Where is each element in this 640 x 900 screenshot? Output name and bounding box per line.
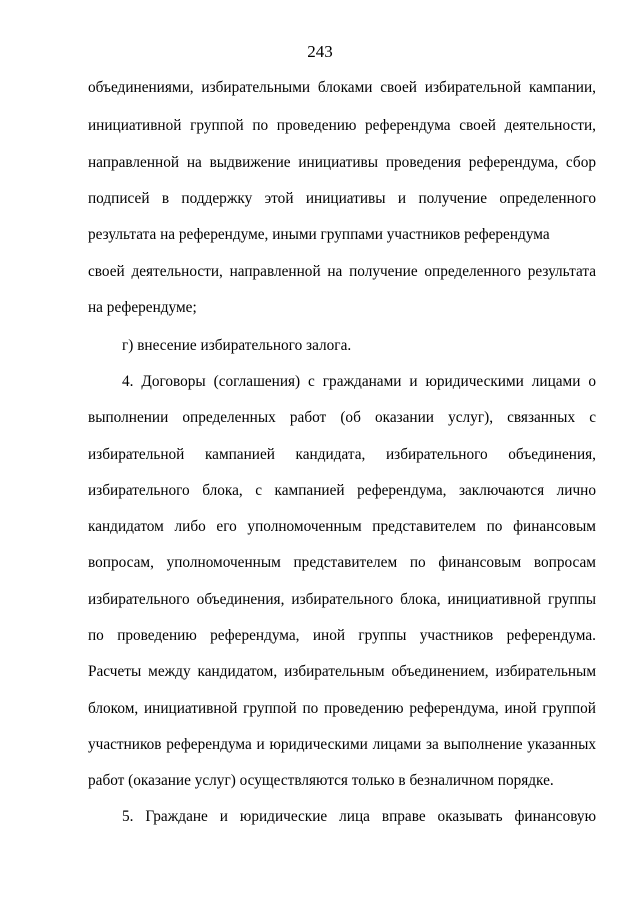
- text-line: 5. Граждане и юридические лица вправе оказывать финансовую: [122, 808, 596, 825]
- text-line: избирательного объединения, избирательного блока, инициативной группы: [88, 591, 596, 608]
- text-line: по проведению референдума, иной группы участников референдума.: [88, 627, 596, 644]
- text-line: участников референдума и юридическими лицами за выполнение указанных: [88, 736, 596, 753]
- page-number: 243: [307, 42, 333, 61]
- text-line: подписей в поддержку этой инициативы и получение определенного: [88, 190, 596, 207]
- text-line: направленной на выдвижение инициативы проведения референдума, сбор: [88, 154, 596, 171]
- text-line: 4. Договоры (соглашения) с гражданами и юридическими лицами о: [122, 373, 596, 390]
- text-line: избирательной кампанией кандидата, избирательного объединения,: [88, 446, 596, 463]
- text-line: Расчеты между кандидатом, избирательным объединением, избирательным: [88, 663, 596, 680]
- text-line: результата на референдуме, иными группами участников референдума: [88, 226, 550, 243]
- text-line: на референдуме;: [88, 299, 197, 316]
- text-line: вопросам, уполномоченным представителем по финансовым вопросам: [88, 554, 596, 571]
- text-line: выполнении определенных работ (об оказании услуг), связанных с: [88, 409, 596, 426]
- text-line: г) внесение избирательного залога.: [122, 337, 352, 354]
- text-line: избирательного блока, с кампанией референдума, заключаются лично: [88, 482, 596, 499]
- text-line: объединениями, избирательными блоками своей избирательной кампании,: [88, 79, 596, 96]
- text-line: своей деятельности, направленной на получение определенного результата: [88, 263, 596, 280]
- text-line: инициативной группой по проведению референдума своей деятельности,: [88, 117, 596, 134]
- text-line: блоком, инициативной группой по проведению референдума, иной группой: [88, 700, 596, 717]
- text-line: работ (оказание услуг) осуществляются только в безналичном порядке.: [88, 772, 554, 789]
- text-line: кандидатом либо его уполномоченным представителем по финансовым: [88, 518, 596, 535]
